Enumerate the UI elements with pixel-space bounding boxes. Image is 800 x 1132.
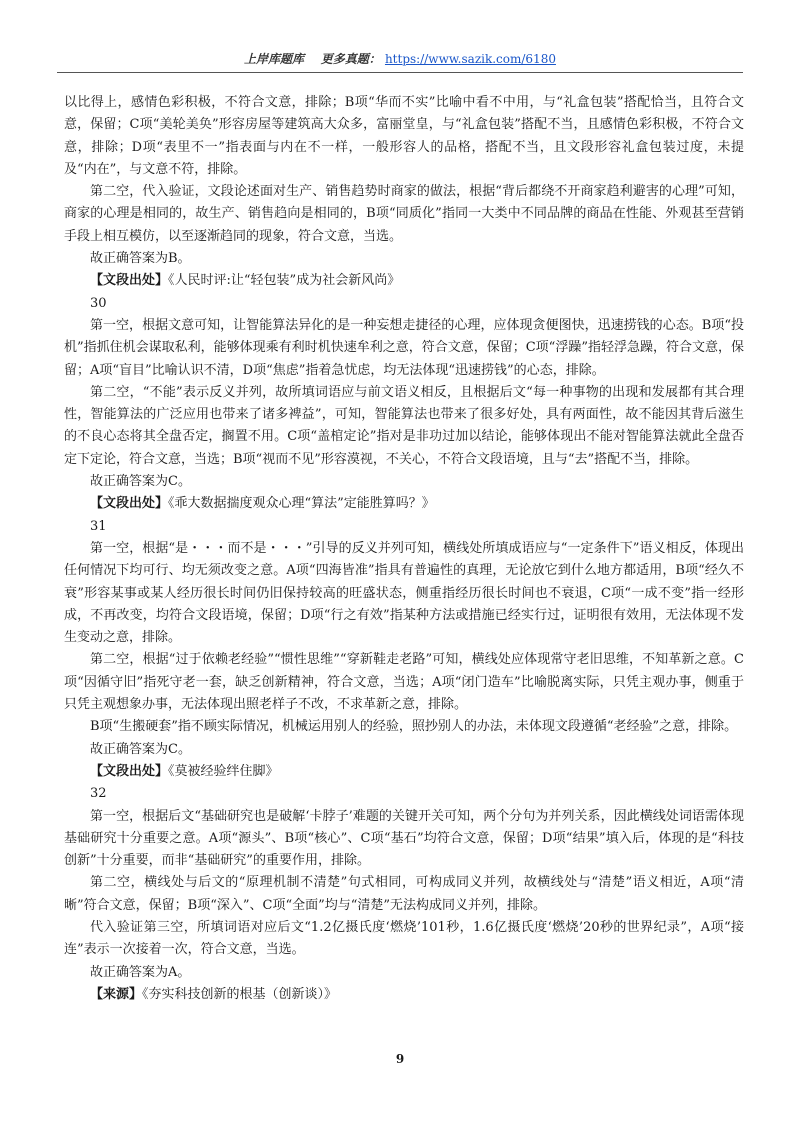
- source-citation: [64, 493, 744, 515]
- source-label: 【文段出处】: [90, 496, 169, 512]
- explanation-paragraph: 故正确答案为A。: [90, 964, 191, 980]
- question-number: 30: [90, 295, 107, 311]
- question-number: 32: [90, 786, 107, 802]
- source-label: 【文段出处】: [90, 763, 169, 779]
- explanation-paragraph: B项“生搬硬套”指不顾实际情况，机械运用别人的经验，照抄别人的办法，未体现文段遵循“老经验”之意，排除。: [90, 719, 738, 735]
- explanation-paragraph: 代入验证第三空，所填词语对应后文“1.2亿摄氏度‘燃烧’101秒，1.6亿摄氏度‘燃烧’20秒的世界纪录”，A项“接连”表示一次接着一次，符合文意，当选。: [64, 919, 744, 958]
- explanation-paragraph: 第一空，根据后文“基础研究也是破解‘卡脖子’难题的关键开关可知，两个分句为并列关系，因此横线处词语需体现基础研究十分重要之意。A项“源头”、B项“核心”、C项“基石”均符合文意，保留；D项“结果”填入后，体现的是“科技创新”十分重要，而非“基础研究”的重要作用，排除。: [64, 808, 744, 869]
- question-number: 31: [90, 518, 107, 534]
- explanation-paragraph: 故正确答案为C。: [90, 474, 191, 490]
- explanation-paragraph: 故正确答案为B。: [90, 251, 191, 267]
- page-header: [57, 50, 743, 67]
- header-brand: 上岸库题库: [244, 52, 305, 66]
- header-divider: [57, 72, 743, 73]
- explanation-paragraph: 以比得上，感情色彩积极，不符合文意，排除；B项“华而不实”比喻中看不中用，与“礼盒包装”搭配恰当，且符合文意，保留；C项“美轮美奂”形容房屋等建筑高大众多，富丽堂皇，与“礼盒包装”搭配不当，且感情色彩积极，不符合文意，排除；D项“表里不一”指表面与内在不一样，一般形容人的品格，搭配不当，且文段形容礼盒包装过度，未提及“内在”，与文意不符，排除。: [64, 95, 744, 177]
- source-label: 【来源】: [90, 986, 143, 1002]
- source-citation: [64, 761, 744, 783]
- header-url-link[interactable]: https://www.sazik.com/6180: [384, 52, 556, 66]
- source-title: 《人民时评:让“轻包装”成为社会新风尚》: [168, 273, 401, 289]
- explanation-paragraph: 故正确答案为C。: [90, 741, 191, 757]
- header-more-label: 更多真题：: [320, 52, 381, 66]
- source-citation: [64, 984, 744, 1006]
- source-title: 《夯实科技创新的根基（创新谈）》: [142, 986, 338, 1002]
- explanation-paragraph: 第二空，代入验证，文段论述面对生产、销售趋势时商家的做法，根据“背后都绕不开商家趋利避害的心理”可知，商家的心理是相同的，故生产、销售趋向是相同的，B项“同质化”指同一大类中不同品牌的商品在性能、外观甚至营销手段上相互模仿，以至逐渐趋同的现象，符合文意，当选。: [64, 184, 744, 244]
- source-title: 《莫被经验绊住脚》: [168, 763, 279, 779]
- source-citation: [64, 270, 744, 292]
- source-title: 《乖大数据揣度观众心理“算法”定能胜算吗？》: [168, 496, 435, 512]
- explanation-paragraph: 第一空，根据“是・・・而不是・・・”引导的反义并列可知，横线处所填成语应与“一定条件下”语义相反，体现出任何情况下均可行、均无须改变之意。A项“四海皆准”指具有普遍性的真理，无论放它到什么地方都适用，B项“经久不衰”形容某事或某人经历很长时间仍旧保持较高的旺盛状态，侧重指经历很长时间也不衰退，C项“一成不变”指一经形成，不再改变，均符合文段语境，保留；D项“行之有效”指某种方法或措施已经实行过，证明很有效用，无法体现不发生变动之意，排除。: [64, 540, 744, 646]
- document-body: [64, 92, 744, 1006]
- explanation-paragraph: 第二空，横线处与后文的“原理机制不清楚”句式相同，可构成同义并列，故横线处与“清楚”语义相近，A项“清晰”符合文意，保留；B项“深入”、C项“全面”均与“清楚”无法构成同义并列，排除。: [64, 875, 744, 913]
- explanation-paragraph: 第二空，“不能”表示反义并列，故所填词语应与前文语义相反，且根据后文“每一种事物的出现和发展都有其合理性，智能算法的广泛应用也带来了诸多裨益”，可知，智能算法也带来了很多好处，具有两面性，故不能因其背后滋生的不良心态将其全盘否定，搁置不用。C项“盖棺定论”指对是非功过加以结论，能够体现出不能对智能算法就此全盘否定下定论，符合文意，当选；B项“视而不见”形容漠视，不关心，不符合文段语境，且与“去”搭配不当，排除。: [64, 384, 744, 467]
- source-label: 【文段出处】: [90, 273, 169, 289]
- explanation-paragraph: 第一空，根据文意可知，让智能算法异化的是一种妄想走捷径的心理，应体现贪便图快，迅速捞钱的心态。B项“投机”指抓住机会谋取私利，能够体现乘有利时机快速牟利之意，符合文意，保留；C项“浮躁”指轻浮急躁，符合文意，保留；A项“盲目”比喻认识不清，D项“焦虑”指着急忧虑，均无法体现“迅速捞钱”的心态，排除。: [64, 317, 744, 378]
- explanation-paragraph: 第二空，根据“过于依赖老经验”“惯性思维”“穿新鞋走老路”可知，横线处应体现常守老旧思维，不知革新之意。C项“因循守旧”指死守老一套，缺乏创新精神，符合文意，当选；A项“闭门造车”比喻脱离实际，只凭主观办事，侧重于只凭主观想象办事，无法体现出照老样子不改，不求革新之意，排除。: [64, 652, 744, 713]
- page-number: 9: [395, 1052, 405, 1066]
